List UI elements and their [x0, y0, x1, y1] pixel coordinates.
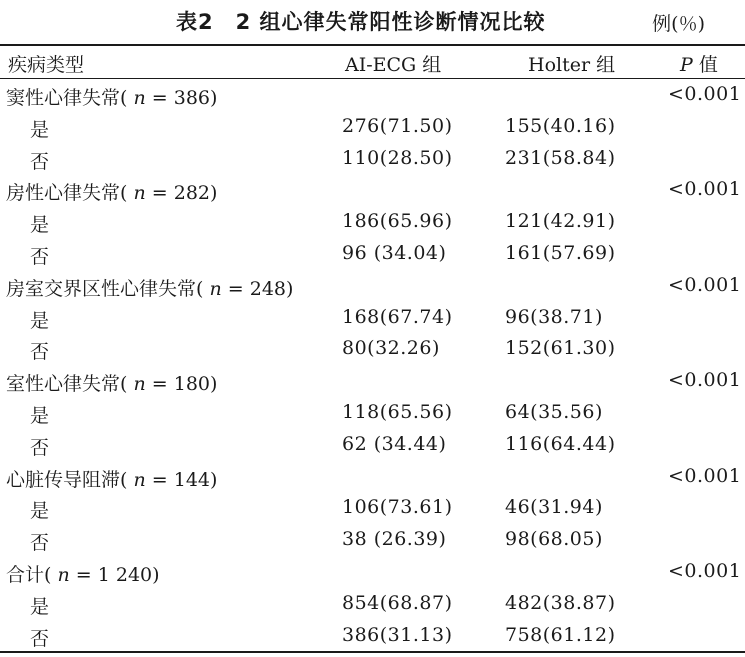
ai-ecg-value: 186(65.96): [342, 210, 453, 233]
group-name: 房性心律失常: [6, 182, 121, 205]
no-label: 否: [30, 436, 50, 459]
no-label: 否: [30, 150, 50, 173]
group-label: 心脏传导阻滞( n = 144): [6, 468, 218, 491]
holter-value: 121(42.91): [505, 210, 616, 233]
holter-value: 482(38.87): [505, 591, 616, 614]
no-label: 否: [30, 532, 50, 555]
n-symbol: n: [133, 373, 146, 396]
ai-ecg-value: 276(71.50): [342, 114, 453, 137]
group-p-value: <0.001: [668, 369, 742, 392]
table-row: [0, 589, 745, 621]
ai-ecg-value: 854(68.87): [342, 591, 453, 614]
n-symbol: n: [209, 277, 222, 300]
ai-ecg-value: 106(73.61): [342, 496, 453, 519]
header-rule: [0, 78, 745, 79]
holter-value: 64(35.56): [505, 400, 603, 423]
group-p-value: <0.001: [668, 178, 742, 201]
table-unit: 例(％): [652, 13, 705, 35]
group-label: 合计( n = 1 240): [6, 563, 160, 586]
table-row: [0, 398, 745, 430]
table-row: [0, 334, 745, 366]
group-row: [0, 462, 745, 494]
yes-label: 是: [30, 500, 50, 523]
header-disease-type: 疾病类型: [8, 54, 85, 76]
n-symbol: n: [57, 563, 70, 586]
n-symbol: n: [133, 182, 146, 205]
yes-label: 是: [30, 309, 50, 332]
table-body: [0, 80, 745, 652]
group-p-value: <0.001: [668, 273, 742, 296]
group-label: 房室交界区性心律失常( n = 248): [6, 277, 294, 300]
header-p-letter: P: [680, 54, 693, 76]
group-name: 房室交界区性心律失常: [6, 277, 197, 300]
group-p-value: <0.001: [668, 83, 742, 105]
holter-value: 98(68.05): [505, 528, 603, 551]
holter-value: 96(38.71): [505, 305, 603, 328]
table-row: [0, 621, 745, 653]
ai-ecg-value: 118(65.56): [342, 400, 453, 423]
group-row: [0, 80, 745, 112]
yes-label: 是: [30, 118, 50, 141]
holter-value: 116(64.44): [505, 432, 616, 455]
n-symbol: n: [133, 87, 146, 109]
header-holter: Holter 组: [528, 54, 616, 76]
ai-ecg-value: 96 (34.04): [342, 241, 447, 264]
group-name: 室性心律失常: [6, 373, 121, 396]
table-row: [0, 430, 745, 462]
holter-value: 46(31.94): [505, 496, 603, 519]
group-n: = 282: [151, 182, 210, 205]
group-n: = 386: [151, 87, 210, 109]
table-row: [0, 144, 745, 176]
total-row: [0, 557, 745, 589]
holter-value: 152(61.30): [505, 337, 616, 360]
group-name: 心脏传导阻滞: [6, 468, 121, 491]
ai-ecg-value: 80(32.26): [342, 337, 440, 360]
yes-label: 是: [30, 404, 50, 427]
holter-value: 231(58.84): [505, 146, 616, 169]
table-row: [0, 303, 745, 335]
header-p-value: [680, 50, 718, 77]
group-row: [0, 175, 745, 207]
holter-value: 155(40.16): [505, 114, 616, 137]
header-ai-ecg: AI-ECG 组: [345, 54, 442, 76]
yes-label: 是: [30, 214, 50, 237]
group-n: = 180: [151, 373, 210, 396]
header-p-suffix: 值: [692, 54, 718, 76]
group-p-value: <0.001: [668, 464, 742, 487]
no-label: 否: [30, 627, 50, 650]
table-header: [0, 46, 745, 78]
holter-value: 758(61.12): [505, 623, 616, 646]
table-row: [0, 525, 745, 557]
n-symbol: n: [133, 468, 146, 491]
group-n: = 144: [151, 468, 210, 491]
group-name: 合计: [6, 563, 45, 586]
table-row: [0, 239, 745, 271]
ai-ecg-value: 62 (34.44): [342, 432, 447, 455]
ai-ecg-value: 386(31.13): [342, 623, 453, 646]
group-row: [0, 366, 745, 398]
ai-ecg-value: 168(67.74): [342, 305, 453, 328]
ai-ecg-value: 110(28.50): [342, 146, 453, 169]
ai-ecg-value: 38 (26.39): [342, 528, 447, 551]
table-title: 表2 2 组心律失常阳性诊断情况比较: [176, 10, 546, 34]
table-row: [0, 112, 745, 144]
group-row: [0, 271, 745, 303]
holter-value: 161(57.69): [505, 241, 616, 264]
group-label: 房性心律失常( n = 282): [6, 182, 218, 205]
table-row: [0, 493, 745, 525]
group-n: = 248: [227, 277, 286, 300]
no-label: 否: [30, 245, 50, 268]
group-label: 窦性心律失常( n = 386): [6, 87, 218, 109]
bottom-rule: [0, 651, 745, 653]
table-caption: [0, 0, 745, 44]
group-name: 窦性心律失常: [6, 87, 121, 109]
table-row: [0, 207, 745, 239]
group-p-value: <0.001: [668, 559, 742, 582]
no-label: 否: [30, 341, 50, 364]
group-n: = 1 240: [75, 563, 153, 586]
group-label: 室性心律失常( n = 180): [6, 373, 218, 396]
yes-label: 是: [30, 595, 50, 618]
